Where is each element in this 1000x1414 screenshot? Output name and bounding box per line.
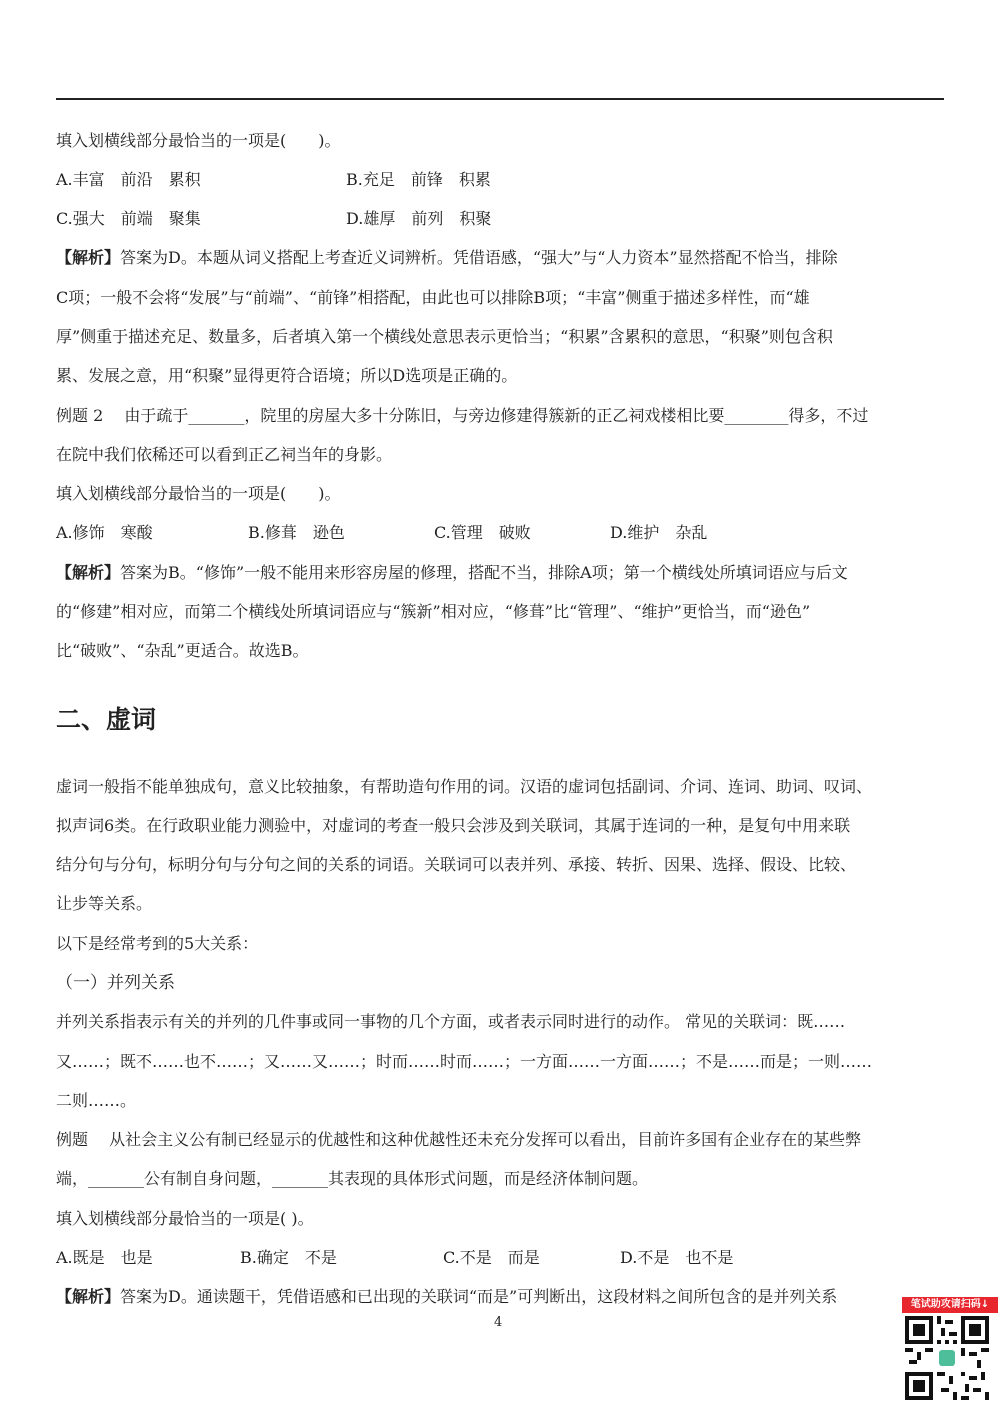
desc-line-1: 并列关系指表示有关的并列的几件事或同一事物的几个方面，或者表示同时进行的动作。 常见的关联词：既…… — [56, 1012, 846, 1031]
ex1-option-a: A.丰富 前沿 累积 — [56, 170, 201, 189]
ex2-question-line-2: 在院中我们依稀还可以看到正乙祠当年的身影。 — [56, 445, 393, 464]
example-line-2: 端，_______公有制自身问题，_______其表现的具体形式问题，而是经济体制问题。 — [56, 1169, 649, 1188]
desc-line-3: 二则……。 — [56, 1091, 137, 1110]
intro-line-2: 拟声词6类。在行政职业能力测验中，对虚词的考查一般只会涉及到关联词，其属于连词的一种，是复句中用来联 — [56, 816, 851, 835]
ex2-prompt: 填入划横线部分最恰当的一项是( )。 — [56, 484, 341, 503]
page-number: 4 — [494, 1315, 503, 1330]
ex1-analysis-line-1 — [56, 248, 838, 268]
ex1-analysis-line-2: C项；一般不会将“发展”与“前端”、“前锋”相搭配，由此也可以排除B项；“丰富”侧重于描述多样性，而“雄 — [56, 288, 810, 307]
ex1-option-b: B.充足 前锋 积累 — [346, 170, 491, 189]
example-line-1: 例题 从社会主义公有制已经显示的优越性和这种优越性还未充分发挥可以看出，目前许多国有企业存在的某些弊 — [56, 1130, 862, 1149]
example-analysis-line — [56, 1287, 902, 1307]
example-option-b: B.确定 不是 — [240, 1248, 337, 1267]
ex2-analysis-line-2: 的“修建”相对应，而第二个横线处所填词语应与“簇新”相对应，“修葺”比“管理”、“维护”更恰当，而“逊色” — [56, 602, 811, 621]
intro-line-1: 虚词一般指不能单独成句，意义比较抽象，有帮助造句作用的词。汉语的虚词包括副词、介词、连词、助词、叹词、 — [56, 777, 873, 796]
intro-line-3: 结分句与分句，标明分句与分句之间的关系的词语。关联词可以表并列、承接、转折、因果、选择、假设、比较、 — [56, 855, 857, 874]
ex1-option-c: C.强大 前端 聚集 — [56, 209, 201, 228]
example-option-a: A.既是 也是 — [56, 1248, 153, 1267]
sub-heading: （一）并列关系 — [56, 973, 175, 993]
example-option-c: C.不是 而是 — [443, 1248, 540, 1267]
analysis-tag: 【解析】 — [56, 563, 121, 582]
ex1-option-d: D.雄厚 前列 积聚 — [346, 209, 492, 228]
ex1-analysis-line-3: 厚”侧重于描述充足、数量多，后者填入第一个横线处意思表示更恰当；“积累”含累积的意思，“积聚”则包含积 — [56, 327, 833, 346]
analysis-text: 答案为B。“修饰”一般不能用来形容房屋的修理，搭配不当，排除A项；第一个横线处所填词语应与后文 — [120, 563, 848, 582]
analysis-tag: 【解析】 — [56, 248, 121, 267]
ex2-analysis-line-3: 比“破败”、“杂乱”更适合。故选B。 — [56, 641, 309, 660]
ex2-option-b: B.修葺 逊色 — [248, 523, 345, 542]
ex2-option-c: C.管理 破败 — [434, 523, 531, 542]
ex1-analysis-line-4: 累、发展之意，用“积聚”显得更符合语境；所以D选项是正确的。 — [56, 366, 518, 385]
ex2-option-a: A.修饰 寒酸 — [56, 523, 153, 542]
ex2-analysis-line-1 — [56, 563, 848, 583]
header-rule — [56, 98, 944, 100]
list-intro: 以下是经常考到的5大关系： — [56, 934, 259, 953]
qr-code-icon[interactable] — [905, 1316, 989, 1400]
analysis-text: 答案为D。本题从词义搭配上考查近义词辨析。凭借语感，“强大”与“人力资本”显然搭配不恰当，排除 — [120, 248, 838, 267]
example-option-d: D.不是 也不是 — [620, 1248, 734, 1267]
scan-tag: 笔试助攻请扫码↓ — [902, 1297, 998, 1313]
example-prompt: 填入划横线部分最恰当的一项是( )。 — [56, 1209, 314, 1228]
desc-line-2: 又……；既不……也不……；又……又……；时而……时而……；一方面……一方面……；不是……而是；一则…… — [56, 1052, 873, 1071]
ex2-question-line-1: 例题 2 由于疏于_______，院里的房屋大多十分陈旧，与旁边修建得簇新的正乙祠戏楼相比要________得多，不过 — [56, 406, 869, 425]
ex2-option-d: D.维护 杂乱 — [610, 523, 708, 542]
analysis-text: 答案为D。通读题干，凭借语感和已出现的关联词“而是”可判断出，这段材料之间所包含的是并列关系 — [120, 1287, 838, 1306]
analysis-tag: 【解析】 — [56, 1287, 121, 1306]
intro-line-4: 让步等关系。 — [56, 894, 153, 913]
ex1-prompt: 填入划横线部分最恰当的一项是( )。 — [56, 131, 341, 150]
section-heading: 二、虚词 — [56, 705, 157, 734]
